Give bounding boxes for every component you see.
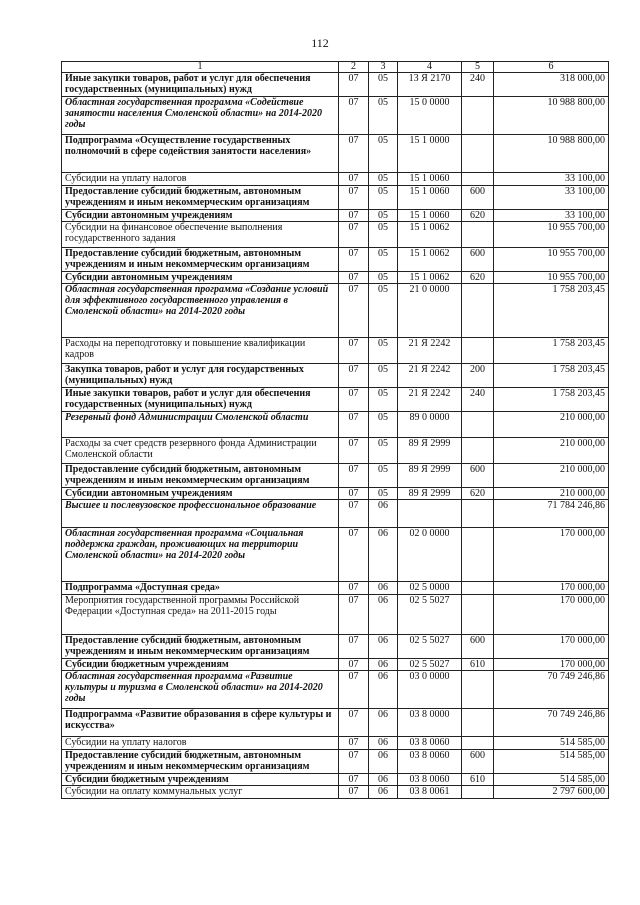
row-target-code-cell: 03 8 0061 — [398, 786, 462, 799]
row-amount-cell: 33 100,00 — [494, 186, 609, 210]
row-name-cell: Закупка товаров, работ и услуг для государственных (муниципальных) нужд — [62, 364, 339, 388]
row-target-code-cell: 15 1 0062 — [398, 248, 462, 272]
row-target-code-cell: 89 Я 2999 — [398, 488, 462, 500]
header-cell-1: 1 — [62, 62, 339, 73]
row-section-cell: 07 — [339, 659, 369, 671]
row-name-cell: Иные закупки товаров, работ и услуг для обеспечения государственных (муниципальных) нужд — [62, 388, 339, 412]
row-target-code-cell: 02 0 0000 — [398, 528, 462, 582]
row-name-cell: Подпрограмма «Развитие образования в сфере культуры и искусства» — [62, 709, 339, 737]
row-expense-type-cell — [462, 582, 494, 595]
row-subsection-cell: 05 — [369, 438, 398, 464]
row-section-cell: 07 — [339, 186, 369, 210]
table-row — [62, 135, 609, 173]
row-expense-type-cell — [462, 338, 494, 364]
row-name-cell: Высшее и послевузовское профессиональное образование — [62, 500, 339, 528]
table-row — [62, 338, 609, 364]
row-section-cell: 07 — [339, 774, 369, 786]
row-expense-type-cell — [462, 709, 494, 737]
row-section-cell: 07 — [339, 709, 369, 737]
row-target-code-cell: 03 8 0060 — [398, 737, 462, 750]
table-row — [62, 464, 609, 488]
row-amount-cell: 70 749 246,86 — [494, 671, 609, 709]
row-amount-cell: 170 000,00 — [494, 659, 609, 671]
table-row — [62, 73, 609, 97]
row-subsection-cell: 05 — [369, 222, 398, 248]
row-amount-cell: 210 000,00 — [494, 488, 609, 500]
row-section-cell: 07 — [339, 222, 369, 248]
row-target-code-cell: 03 8 0000 — [398, 709, 462, 737]
row-amount-cell: 1 758 203,45 — [494, 284, 609, 338]
row-expense-type-cell: 620 — [462, 272, 494, 284]
row-name-cell: Резервный фонд Администрации Смоленской области — [62, 412, 339, 438]
row-name-cell: Иные закупки товаров, работ и услуг для обеспечения государственных (муниципальных) нужд — [62, 73, 339, 97]
row-expense-type-cell — [462, 500, 494, 528]
row-subsection-cell: 05 — [369, 97, 398, 135]
row-expense-type-cell — [462, 438, 494, 464]
row-subsection-cell: 05 — [369, 210, 398, 222]
row-amount-cell: 170 000,00 — [494, 582, 609, 595]
row-name-cell: Субсидии автономным учреждениям — [62, 488, 339, 500]
row-section-cell: 07 — [339, 635, 369, 659]
row-amount-cell: 210 000,00 — [494, 412, 609, 438]
row-name-cell: Субсидии бюджетным учреждениям — [62, 774, 339, 786]
row-expense-type-cell: 240 — [462, 73, 494, 97]
row-section-cell: 07 — [339, 248, 369, 272]
row-target-code-cell: 15 1 0062 — [398, 222, 462, 248]
row-name-cell: Расходы за счет средств резервного фонда Администрации Смоленской области — [62, 438, 339, 464]
table-row — [62, 659, 609, 671]
row-name-cell: Субсидии автономным учреждениям — [62, 272, 339, 284]
table-row — [62, 438, 609, 464]
row-subsection-cell: 06 — [369, 786, 398, 799]
row-amount-cell: 10 955 700,00 — [494, 222, 609, 248]
row-amount-cell: 514 585,00 — [494, 737, 609, 750]
row-name-cell: Предоставление субсидий бюджетным, автономным учреждениям и иным некоммерческим организациям — [62, 635, 339, 659]
row-target-code-cell: 89 0 0000 — [398, 412, 462, 438]
row-amount-cell: 10 988 800,00 — [494, 97, 609, 135]
row-subsection-cell: 06 — [369, 671, 398, 709]
row-section-cell: 07 — [339, 173, 369, 186]
row-section-cell: 07 — [339, 737, 369, 750]
row-amount-cell: 70 749 246,86 — [494, 709, 609, 737]
row-section-cell: 07 — [339, 500, 369, 528]
table-row — [62, 222, 609, 248]
row-subsection-cell: 06 — [369, 500, 398, 528]
table-row — [62, 709, 609, 737]
row-name-cell: Субсидии на уплату налогов — [62, 173, 339, 186]
table-body — [62, 73, 609, 799]
table-row — [62, 528, 609, 582]
row-name-cell: Подпрограмма «Осуществление государственных полномочий в сфере содействия занятости населения» — [62, 135, 339, 173]
row-expense-type-cell — [462, 671, 494, 709]
row-target-code-cell: 02 5 5027 — [398, 595, 462, 635]
row-section-cell: 07 — [339, 438, 369, 464]
row-name-cell: Областная государственная программа «Развитие культуры и туризма в Смоленской области» на 2014-2020 годы — [62, 671, 339, 709]
row-subsection-cell: 06 — [369, 737, 398, 750]
row-amount-cell: 33 100,00 — [494, 173, 609, 186]
row-section-cell: 07 — [339, 210, 369, 222]
row-target-code-cell: 21 Я 2242 — [398, 338, 462, 364]
row-section-cell: 07 — [339, 272, 369, 284]
row-target-code-cell: 02 5 5027 — [398, 635, 462, 659]
row-name-cell: Предоставление субсидий бюджетным, автономным учреждениям и иным некоммерческим организациям — [62, 248, 339, 272]
row-section-cell: 07 — [339, 364, 369, 388]
table-row — [62, 173, 609, 186]
row-expense-type-cell — [462, 97, 494, 135]
table-row — [62, 210, 609, 222]
row-section-cell: 07 — [339, 595, 369, 635]
row-subsection-cell: 05 — [369, 186, 398, 210]
budget-table — [61, 61, 609, 799]
row-subsection-cell: 06 — [369, 528, 398, 582]
row-subsection-cell: 06 — [369, 659, 398, 671]
row-amount-cell: 318 000,00 — [494, 73, 609, 97]
row-target-code-cell: 15 1 0060 — [398, 186, 462, 210]
row-name-cell: Предоставление субсидий бюджетным, автономным учреждениям и иным некоммерческим организациям — [62, 464, 339, 488]
header-cell-4: 4 — [398, 62, 462, 73]
row-section-cell: 07 — [339, 338, 369, 364]
row-target-code-cell: 21 Я 2242 — [398, 388, 462, 412]
row-amount-cell: 33 100,00 — [494, 210, 609, 222]
row-section-cell: 07 — [339, 73, 369, 97]
table-row — [62, 97, 609, 135]
row-name-cell: Мероприятия государственной программы Российской Федерации «Доступная среда» на 2011-2015 годы — [62, 595, 339, 635]
row-amount-cell: 1 758 203,45 — [494, 338, 609, 364]
row-target-code-cell: 03 8 0060 — [398, 750, 462, 774]
row-name-cell: Субсидии на уплату налогов — [62, 737, 339, 750]
table-row — [62, 635, 609, 659]
row-amount-cell: 1 758 203,45 — [494, 388, 609, 412]
row-section-cell: 07 — [339, 582, 369, 595]
row-section-cell: 07 — [339, 388, 369, 412]
row-subsection-cell: 05 — [369, 412, 398, 438]
table-row — [62, 284, 609, 338]
row-subsection-cell: 06 — [369, 709, 398, 737]
row-expense-type-cell — [462, 412, 494, 438]
row-expense-type-cell — [462, 135, 494, 173]
row-expense-type-cell — [462, 786, 494, 799]
row-subsection-cell: 05 — [369, 272, 398, 284]
row-subsection-cell: 05 — [369, 464, 398, 488]
table-row — [62, 272, 609, 284]
row-target-code-cell: 89 Я 2999 — [398, 464, 462, 488]
row-expense-type-cell: 620 — [462, 488, 494, 500]
row-section-cell: 07 — [339, 528, 369, 582]
row-amount-cell: 10 955 700,00 — [494, 272, 609, 284]
header-cell-5: 5 — [462, 62, 494, 73]
row-subsection-cell: 06 — [369, 635, 398, 659]
row-subsection-cell: 05 — [369, 284, 398, 338]
row-target-code-cell: 15 1 0060 — [398, 210, 462, 222]
row-target-code-cell: 13 Я 2170 — [398, 73, 462, 97]
row-target-code-cell: 15 1 0000 — [398, 135, 462, 173]
row-section-cell: 07 — [339, 135, 369, 173]
row-amount-cell: 210 000,00 — [494, 464, 609, 488]
row-target-code-cell: 21 Я 2242 — [398, 364, 462, 388]
row-subsection-cell: 06 — [369, 750, 398, 774]
row-amount-cell: 514 585,00 — [494, 750, 609, 774]
row-expense-type-cell: 610 — [462, 659, 494, 671]
row-expense-type-cell: 240 — [462, 388, 494, 412]
row-subsection-cell: 06 — [369, 582, 398, 595]
row-target-code-cell: 15 1 0060 — [398, 173, 462, 186]
row-amount-cell: 1 758 203,45 — [494, 364, 609, 388]
row-expense-type-cell — [462, 284, 494, 338]
row-subsection-cell: 05 — [369, 248, 398, 272]
row-amount-cell: 210 000,00 — [494, 438, 609, 464]
row-subsection-cell: 06 — [369, 595, 398, 635]
row-subsection-cell: 05 — [369, 488, 398, 500]
row-subsection-cell: 05 — [369, 135, 398, 173]
row-name-cell: Субсидии на финансовое обеспечение выполнения государственного задания — [62, 222, 339, 248]
row-target-code-cell: 15 0 0000 — [398, 97, 462, 135]
header-row — [62, 62, 609, 73]
row-target-code-cell: 21 0 0000 — [398, 284, 462, 338]
row-name-cell: Подпрограмма «Доступная среда» — [62, 582, 339, 595]
row-expense-type-cell — [462, 222, 494, 248]
row-section-cell: 07 — [339, 412, 369, 438]
row-name-cell: Субсидии бюджетным учреждениям — [62, 659, 339, 671]
page-number: 112 — [311, 36, 329, 50]
table-row — [62, 595, 609, 635]
table-row — [62, 248, 609, 272]
row-expense-type-cell — [462, 528, 494, 582]
row-section-cell: 07 — [339, 750, 369, 774]
header-cell-2: 2 — [339, 62, 369, 73]
row-name-cell: Субсидии на оплату коммунальных услуг — [62, 786, 339, 799]
table-row — [62, 364, 609, 388]
table-row — [62, 582, 609, 595]
header-cell-6: 6 — [494, 62, 609, 73]
row-subsection-cell: 05 — [369, 364, 398, 388]
row-subsection-cell: 05 — [369, 338, 398, 364]
table-row — [62, 388, 609, 412]
row-name-cell: Предоставление субсидий бюджетным, автономным учреждениям и иным некоммерческим организациям — [62, 186, 339, 210]
header-cell-3: 3 — [369, 62, 398, 73]
row-expense-type-cell — [462, 595, 494, 635]
table-row — [62, 186, 609, 210]
row-amount-cell: 2 797 600,00 — [494, 786, 609, 799]
row-subsection-cell: 05 — [369, 173, 398, 186]
row-section-cell: 07 — [339, 786, 369, 799]
row-section-cell: 07 — [339, 488, 369, 500]
row-name-cell: Субсидии автономным учреждениям — [62, 210, 339, 222]
row-section-cell: 07 — [339, 284, 369, 338]
table-row — [62, 500, 609, 528]
row-target-code-cell: 15 1 0062 — [398, 272, 462, 284]
table-row — [62, 412, 609, 438]
row-name-cell: Расходы на переподготовку и повышение квалификации кадров — [62, 338, 339, 364]
row-section-cell: 07 — [339, 464, 369, 488]
row-expense-type-cell: 600 — [462, 750, 494, 774]
row-name-cell: Предоставление субсидий бюджетным, автономным учреждениям и иным некоммерческим организациям — [62, 750, 339, 774]
row-section-cell: 07 — [339, 97, 369, 135]
row-target-code-cell: 03 0 0000 — [398, 671, 462, 709]
table-row — [62, 750, 609, 774]
row-target-code-cell — [398, 500, 462, 528]
row-subsection-cell: 06 — [369, 774, 398, 786]
row-name-cell: Областная государственная программа «Содействие занятости населения Смоленской области» на 2014-2020 годы — [62, 97, 339, 135]
row-amount-cell: 10 955 700,00 — [494, 248, 609, 272]
table-row — [62, 488, 609, 500]
row-target-code-cell: 02 5 5027 — [398, 659, 462, 671]
row-expense-type-cell: 600 — [462, 186, 494, 210]
row-expense-type-cell: 620 — [462, 210, 494, 222]
row-amount-cell: 514 585,00 — [494, 774, 609, 786]
row-target-code-cell: 03 8 0060 — [398, 774, 462, 786]
row-name-cell: Областная государственная программа «Социальная поддержка граждан, проживающих на территории Смоленской области» на 2014-2020 годы — [62, 528, 339, 582]
row-expense-type-cell: 200 — [462, 364, 494, 388]
row-expense-type-cell: 600 — [462, 635, 494, 659]
row-expense-type-cell: 600 — [462, 464, 494, 488]
row-expense-type-cell: 610 — [462, 774, 494, 786]
row-target-code-cell: 02 5 0000 — [398, 582, 462, 595]
row-name-cell: Областная государственная программа «Создание условий для эффективного государственного управления в Смоленской области» на 2014-2020 годы — [62, 284, 339, 338]
row-amount-cell: 170 000,00 — [494, 528, 609, 582]
row-amount-cell: 10 988 800,00 — [494, 135, 609, 173]
row-expense-type-cell: 600 — [462, 248, 494, 272]
row-expense-type-cell — [462, 173, 494, 186]
table-row — [62, 786, 609, 799]
row-subsection-cell: 05 — [369, 388, 398, 412]
row-target-code-cell: 89 Я 2999 — [398, 438, 462, 464]
table-row — [62, 671, 609, 709]
row-amount-cell: 71 784 246,86 — [494, 500, 609, 528]
row-amount-cell: 170 000,00 — [494, 635, 609, 659]
row-subsection-cell: 05 — [369, 73, 398, 97]
row-amount-cell: 170 000,00 — [494, 595, 609, 635]
row-section-cell: 07 — [339, 671, 369, 709]
table-row — [62, 774, 609, 786]
row-expense-type-cell — [462, 737, 494, 750]
table-row — [62, 737, 609, 750]
